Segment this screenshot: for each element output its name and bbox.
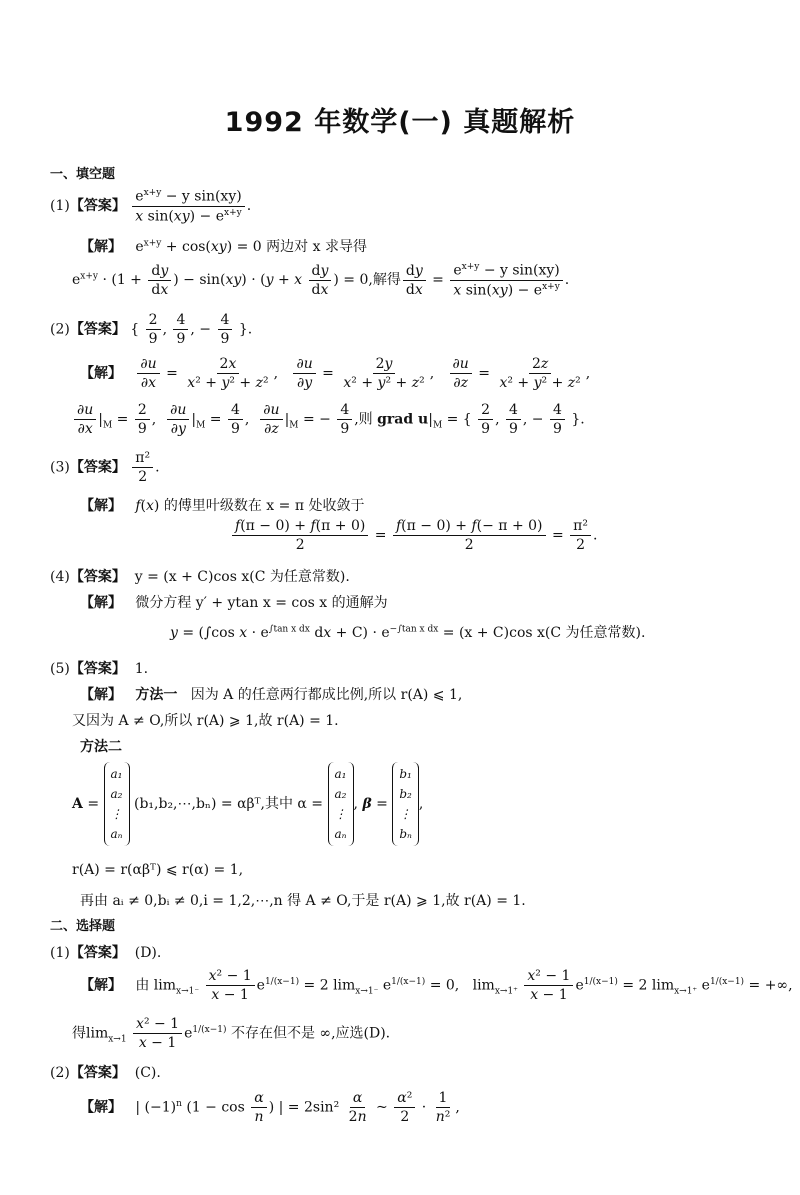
q5-rank: r(A) = r(αβᵀ) ⩽ r(α) = 1, [72,862,244,878]
q3-formula: $\frac{f(\pi - 0) + f(\pi + 0)}{2}$ = $\frac{f(\pi - 0) + f(- \pi + 0)}{2}$ = $\frac{\text{π²}}{2}$ . [230,518,597,553]
q5-method2: 方法二 [80,739,122,755]
section-fill-in: 一、填空题 [50,167,116,182]
q5-answer: (5)【答案】 1. [50,661,149,677]
q5-final: 再由 aᵢ ≠ 0,bᵢ ≠ 0,i = 1,2,⋯,n 得 A ≠ O,于是 r(A) ⩾ 1,故 r(A) = 1. [80,893,526,909]
s2-answer: (2)【答案】 (C). [50,1065,161,1081]
q4-formula: y = (∫cos $x \cdot e^{\int tan x dx}$ dx + $C) \cdot e^{-\int tan x dx} = (x + C)\cos$ x(C 为任意常数). [170,624,646,641]
q2-solution: 【解】 $\frac{\partial u}{\partial x}$ = $\frac{2x}{\text{x² + y² + z²}}$ , $\frac{\partial u}{\partial y}$ = $\frac{2y}{\text{x² + y² + z²}}$ , $\frac{\partial u}{\partial z}$ = $\frac{2z}{\text{x² + y² + z²}}$ , [80,356,591,391]
s1-conclusion: 得$\lim_{x\to 1}$ $\frac{\text{x² − 1}}{x - 1}$ $e^{1/(x-1)}$ 不存在但不是 ∞,应选(D). [72,1016,391,1051]
q3-solution: 【解】 f(x) 的傅里叶级数在 x = π 处收敛于 [80,498,365,514]
q5-method1-cont: 又因为 A ≠ O,所以 r(A) ⩾ 1,故 r(A) = 1. [72,713,339,729]
s2-solution: 【解】 | $(-1)^n$ (1 − cos $\frac{\alpha}{n}$ ) | = 2sin² $\frac{\alpha}{2n}$ ~ $\frac{\text{α²}}{2}$ · $\frac{1}{\text{n²}}$ , [80,1090,460,1125]
page-title: 1992 年数学(一) 真题解析 [224,107,576,138]
q5-method1: 【解】 方法一 因为 A 的任意两行都成比例,所以 r(A) ⩽ 1, [80,687,463,703]
s1-answer: (1)【答案】 (D). [50,945,162,961]
section-choice: 二、选择题 [50,919,116,934]
q4-answer: (4)【答案】 y = (x + C)cos x(C 为任意常数). [50,569,350,585]
s1-solution: 【解】 由 $\lim_{x\to 1^-}$ $\frac{\text{x² − 1}}{x - 1}$ $e^{1/(x-1)} = 2$ $\lim_{x\to 1^-} e^{1/(x-1)} = 0$, $\lim_{x\to 1^+}$ $\frac{\text{x² − 1}}{x - 1}$ $e^{1/(x-1)} = 2$ $\lim_{x\to 1^+} e^{1/(x-1)}$ = +∞, [80,968,793,1003]
q2-answer: (2)【答案】 { $\frac{2}{9}$ , $\frac{4}{9}$ , − $\frac{4}{9}$ }. [50,312,253,347]
q4-solution: 【解】 微分方程 y′ + ytan x = cos x 的通解为 [80,595,388,611]
q1-answer: (1)【答案】 $\frac{e^{x+y} - y \sin(xy)}{x \sin(xy) - e^{x+y}}$ . [50,188,252,225]
q1-derivation: $e^{x+y} \cdot (1$ + $\frac{dy}{dx}$ ) − sin(xy) · (y + x $\frac{dy}{dx}$ ) = 0,解得 $\frac{dy}{dx}$ = $\frac{e^{x+y} - y \sin(xy)}{x \sin(xy) - e^{x+y}}$ . [72,262,570,299]
q1-solution: 【解】 $e^{x+y} + \cos(xy) = 0$ 两边对 x 求导得 [80,238,367,255]
q5-matrix-line: A = a₁ a₂ ⋮ aₙ (b₁,b₂,⋯,bₙ) = αβᵀ,其中 α = a₁ a₂ ⋮ aₙ , β = b₁ b₂ ⋮ bₙ , [72,762,423,846]
q2-values: $\frac{\partial u}{\partial x}$ $|_M$ = $\frac{2}{9}$ , $\frac{\partial u}{\partial y}$ $|_M$ = $\frac{4}{9}$ , $\frac{\partial u}{\partial z}$ $|_M$ = − $\frac{4}{9}$ ,则 grad $u|_M$ = { $\frac{2}{9}$ , $\frac{4}{9}$ , − $\frac{4}{9}$ }. [72,402,585,437]
q3-answer: (3)【答案】 $\frac{\text{π²}}{2}$ . [50,450,160,485]
